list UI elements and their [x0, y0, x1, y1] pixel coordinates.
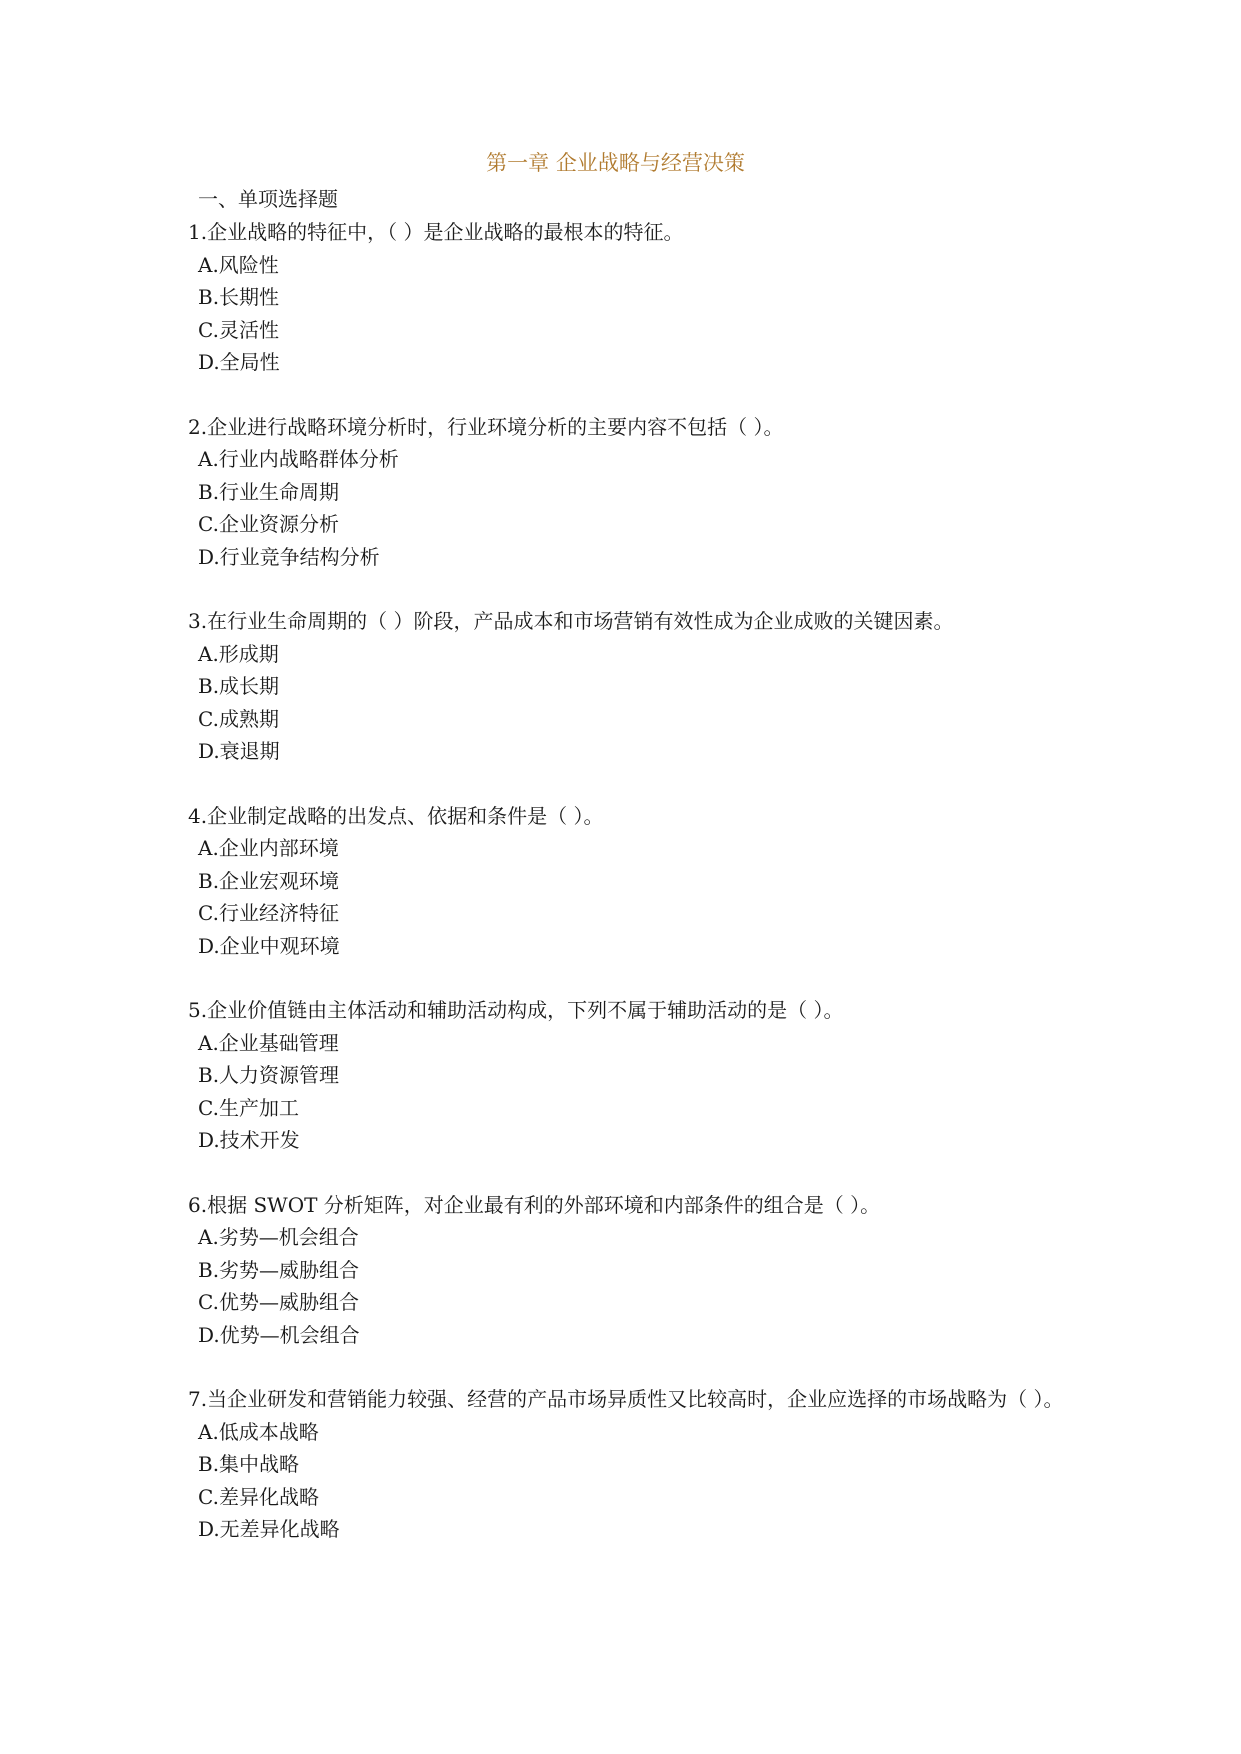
question-3: [188, 605, 1068, 768]
question-stem: 1.企业战略的特征中，（ ）是企业战略的最根本的特征。: [188, 220, 684, 244]
option-a: A.企业内部环境: [198, 836, 339, 860]
question-5: [188, 994, 1068, 1157]
option-b: B.成长期: [198, 674, 280, 698]
chapter-title-text: 第一章 企业战略与经营决策: [486, 151, 745, 175]
option-c: C.优势—威胁组合: [198, 1290, 359, 1314]
question-6: [188, 1189, 1068, 1352]
question-stem: 7.当企业研发和营销能力较强、经营的产品市场异质性又比较高时，企业应选择的市场战略为（ ）。: [188, 1387, 1064, 1411]
question-1: [188, 216, 1068, 379]
question-stem: 4.企业制定战略的出发点、依据和条件是（ ）。: [188, 803, 604, 828]
option-a: A.风险性: [198, 252, 279, 277]
option-c: C.成熟期: [198, 706, 279, 731]
question-2: [188, 411, 1068, 574]
option-c: C.行业经济特征: [198, 901, 339, 925]
option-a: A.低成本战略: [198, 1419, 319, 1444]
question-stem: 3.在行业生命周期的（ ）阶段，产品成本和市场营销有效性成为企业成败的关键因素。: [188, 609, 954, 633]
question-7: [188, 1383, 1068, 1546]
option-d: D.技术开发: [198, 1128, 300, 1152]
option-b: B.长期性: [198, 285, 280, 309]
question-4: [188, 800, 1068, 963]
option-b: B.企业宏观环境: [198, 868, 340, 893]
section-heading: 一、单项选择题: [198, 187, 338, 211]
option-a: A.行业内战略群体分析: [198, 447, 399, 471]
option-b: B.行业生命周期: [198, 479, 340, 504]
option-b: B.集中战略: [198, 1452, 300, 1476]
option-c: C.企业资源分析: [198, 512, 339, 536]
option-c: C.差异化战略: [198, 1484, 319, 1509]
option-b: B.人力资源管理: [198, 1063, 340, 1087]
option-d: D.无差异化战略: [198, 1517, 340, 1541]
question-stem: 5.企业价值链由主体活动和辅助活动构成，下列不属于辅助活动的是（ ）。: [188, 998, 844, 1022]
question-list: [188, 216, 1068, 1578]
option-c: C.灵活性: [198, 317, 279, 342]
option-a: A.企业基础管理: [198, 1030, 339, 1055]
question-stem: 6.根据 SWOT 分析矩阵，对企业最有利的外部环境和内部条件的组合是（ ）。: [188, 1192, 881, 1217]
option-d: D.衰退期: [198, 739, 280, 763]
option-d: D.企业中观环境: [198, 933, 340, 958]
option-d: D.优势—机会组合: [198, 1322, 360, 1347]
option-d: D.行业竞争结构分析: [198, 544, 380, 569]
option-a: A.劣势—机会组合: [198, 1225, 359, 1249]
option-d: D.全局性: [198, 350, 280, 374]
option-c: C.生产加工: [198, 1095, 299, 1120]
chapter-title: [0, 148, 1241, 178]
question-stem: 2.企业进行战略环境分析时，行业环境分析的主要内容不包括（ ）。: [188, 414, 784, 439]
option-a: A.形成期: [198, 641, 279, 666]
option-b: B.劣势—威胁组合: [198, 1257, 360, 1282]
